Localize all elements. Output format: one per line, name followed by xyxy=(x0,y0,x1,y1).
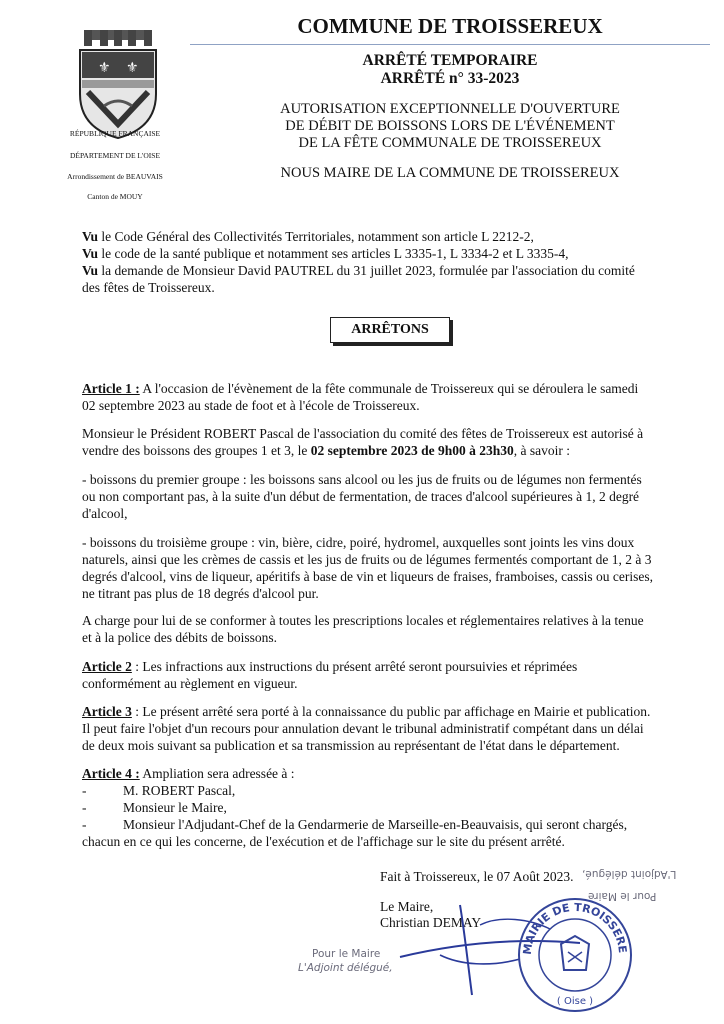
group3-line: ne titrant pas plus de 18 degrés d'alcool pur. xyxy=(82,586,319,601)
group3-line: degrés d'alcool, vins de liqueur, apéritifs à base de vin et liqueurs de fraises, framboises, cassis ou cerises, xyxy=(82,569,653,584)
admin-departement: DÉPARTEMENT DE L'OISE xyxy=(69,151,161,160)
admin-canton: Canton de MOUY xyxy=(87,192,143,201)
vu-line: Vu le Code Général des Collectivités Territoriales, notamment son article L 2212-2, xyxy=(82,229,534,244)
group3-line: naturels, ainsi que les crèmes de cassis et les jus de fruits ou de légumes fermentés comportant de 1, 2 à 3 xyxy=(82,552,652,567)
dash: - xyxy=(82,783,87,798)
svg-text:⚜: ⚜ xyxy=(98,61,111,76)
dash: - xyxy=(82,800,87,815)
subject-line-3: DE LA FÊTE COMMUNALE DE TROISSEREUX xyxy=(298,135,602,151)
article1-p2-line: vendre des boissons des groupes 1 et 3, le 02 septembre 2023 de 9h00 à 23h30, à savoir : xyxy=(82,443,570,458)
town-crest-logo xyxy=(74,28,162,140)
subject-line-1: AUTORISATION EXCEPTIONNELLE D'OUVERTURE xyxy=(280,101,620,117)
article1-line: 02 septembre 2023 au stade de foot et à l'école de Troissereux. xyxy=(82,398,420,413)
handwritten-note-left: Pour le Maire xyxy=(312,948,381,960)
article1-line: Article 1 : A l'occasion de l'évènement de la fête communale de Troissereux qui se déroulera le samedi xyxy=(82,381,639,396)
subject-line-2: DE DÉBIT DE BOISSONS LORS DE L'ÉVÉNEMENT xyxy=(285,118,615,134)
group1-line: d'alcool, xyxy=(82,506,128,521)
ampliation-item: M. ROBERT Pascal, xyxy=(123,783,236,798)
group1-line: ou non comportant pas, à la suite d'un début de fermentation, de traces d'alcool supérieures à 1, 2 degré xyxy=(82,489,640,504)
article1-p5-line: et à la police des débits de boissons. xyxy=(82,630,277,645)
official-stamp xyxy=(516,896,634,1014)
article1-p2-line: Monsieur le Président ROBERT Pascal de l'association du comité des fêtes de Troissereux est autorisé à xyxy=(82,426,644,441)
mayor-line: NOUS MAIRE DE LA COMMUNE DE TROISSEREUX xyxy=(280,165,620,181)
stamp-ring-text: MAIRIE DE TROISSERE xyxy=(520,900,630,956)
admin-arrondissement: Arrondissement de BEAUVAIS xyxy=(67,172,163,181)
commune-title: COMMUNE DE TROISSEREUX xyxy=(297,14,603,38)
group1-line: - boissons du premier groupe : les boissons sans alcool ou les jus de fruits ou de légumes non fermentés xyxy=(82,472,642,487)
article2-line: conformément au règlement en vigueur. xyxy=(82,676,298,691)
article3-line: Il peut faire l'objet d'un recours pour annulation devant le tribunal administratif compétant dans un délai xyxy=(82,721,644,736)
handwritten-note-left: L'Adjoint délégué, xyxy=(298,962,393,974)
article3-line: Article 3 : Le présent arrêté sera porté à la connaissance du public par affichage en Mairie et publication. xyxy=(82,704,651,719)
ampliation-item: Monsieur le Maire, xyxy=(123,800,227,815)
article1-p5-line: A charge pour lui de se conformer à toutes les prescriptions locales et réglementaires relatives à la tenue xyxy=(82,613,644,628)
dash: - xyxy=(82,817,87,832)
arrete-type: ARRÊTÉ TEMPORAIRE xyxy=(362,52,538,69)
vu-line: Vu la demande de Monsieur David PAUTREL du 31 juillet 2023, formulée par l'association du comité xyxy=(82,263,635,278)
admin-republique: RÉPUBLIQUE FRANÇAISE xyxy=(69,129,161,138)
header-divider xyxy=(190,44,710,45)
svg-text:MAIRIE DE TROISSEREUX xyxy=(516,896,629,955)
article4-last-line: chacun en ce qui les concerne, de l'exécution et de l'affichage sur le site du présent arrêté. xyxy=(82,834,565,849)
vu-line: Vu le code de la santé publique et notamment ses articles L 3335-1, L 3334-2 et L 3335-4, xyxy=(82,246,569,261)
svg-text:⚜: ⚜ xyxy=(126,61,139,76)
article2-line: Article 2 : Les infractions aux instructions du présent arrêté seront poursuivies et réprimées xyxy=(82,659,578,674)
handwritten-note-rotated: L'Adjoint délégué, xyxy=(582,868,677,880)
arrete-number: ARRÊTÉ n° 33-2023 xyxy=(380,70,520,87)
group3-line: - boissons du troisième groupe : vin, bière, cidre, poiré, hydromel, auxquelles sont joints les vins doux xyxy=(82,535,635,550)
signature-role: Le Maire, xyxy=(380,899,434,914)
vu-line: des fêtes de Troissereux. xyxy=(82,280,215,295)
article3-line: de deux mois suivant sa publication et sa transmission au représentant de l'état dans le département. xyxy=(82,738,620,753)
article4-line: Article 4 : Ampliation sera adressée à : xyxy=(82,766,295,781)
handwritten-note-rotated: Pour le Maire xyxy=(588,890,657,902)
stamp-bottom-text: ( Oise ) xyxy=(556,996,594,1007)
signature-name: Christian DEMAY xyxy=(380,915,482,930)
arretons-box: ARRÊTONS xyxy=(330,317,450,343)
signature-date: Fait à Troissereux, le 07 Août 2023. xyxy=(380,869,574,884)
ampliation-item: Monsieur l'Adjudant-Chef de la Gendarmerie de Marseille-en-Beauvaisis, qui seront chargés, xyxy=(123,817,628,832)
